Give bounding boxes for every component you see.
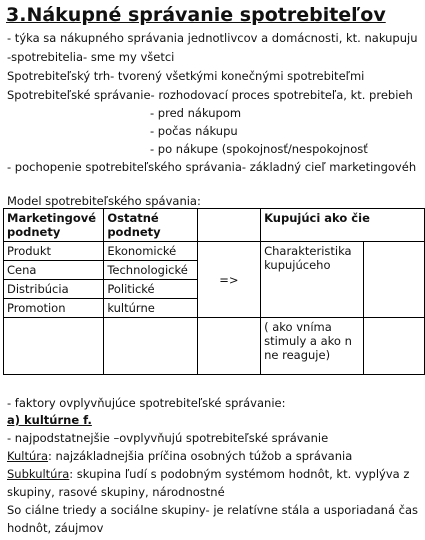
cell-empty-1 (4, 318, 104, 375)
cell-promotion: Promotion (4, 299, 104, 318)
cell-cultural: kultúrne (104, 299, 197, 318)
cell-arrow (197, 242, 260, 318)
model-row-1 (4, 242, 425, 261)
intro-line-4: Spotrebiteľské správanie- rozhodovací proces spotrebiteľa, kt. prebieh (7, 88, 413, 102)
cell-distribution: Distribúcia (4, 280, 104, 299)
culture-term: Kultúra (7, 449, 49, 463)
intro-line-2: -spotrebitelia- sme my všetci (7, 50, 175, 64)
header-marketing-line2: podnety (7, 225, 61, 239)
perception-line1: ( ako vníma (264, 320, 332, 334)
model-header-row (4, 209, 425, 242)
header-empty-cell (197, 209, 260, 242)
header-other-line2: podnety (107, 225, 161, 239)
cell-economic: Ekonomické (104, 242, 197, 261)
arrow-text: => (219, 272, 239, 287)
cell-political: Politické (104, 280, 197, 299)
cell-empty-5 (363, 318, 424, 375)
cell-price: Cena (4, 261, 104, 280)
perception-line3: ne reaguje) (264, 348, 331, 362)
cell-empty-3 (197, 318, 260, 375)
goal-line: - pochopenie spotrebiteľského správania- základný cieľ marketingovéh (7, 160, 417, 174)
header-other-stimuli (104, 209, 197, 242)
cell-technological: Technologické (104, 261, 197, 280)
phase-after: - po nákupe (spokojnosť/nespokojnosť (150, 142, 368, 156)
intro-line-1: - týka sa nákupného správania jednotlivcov a domácnosti, kt. nakupuju (7, 31, 418, 45)
header-marketing-line1: Marketingové (7, 211, 97, 225)
subculture-line (7, 467, 409, 481)
buyer-char-line1: Charakteristika (264, 244, 352, 258)
perception-line2: stimuly a ako n (264, 334, 352, 348)
intro-line-3: Spotrebiteľský trh- tvorený všetkými konečnými spotrebiteľmi (7, 69, 365, 83)
cell-buyer-characteristics (261, 242, 364, 318)
phase-during: - počas nákupu (150, 124, 238, 138)
social-line-2: hodnôt, záujmov (7, 521, 104, 535)
header-marketing-stimuli (4, 209, 104, 242)
subculture-continuation: skupiny, rasové skupiny, národnostné (7, 485, 225, 499)
subculture-term: Subkultúra (7, 467, 70, 481)
model-title: Model spotrebiteľského spávania: (7, 194, 201, 208)
model-table (3, 208, 425, 375)
header-buyer: Kupujúci ako čie (261, 209, 425, 242)
phase-before: - pred nákupom (150, 106, 242, 120)
culture-text: : najzákladnejšia príčina osobných túžob a správania (48, 449, 353, 463)
factors-line-1: - najpodstatnejšie –ovplyvňujú spotrebiteľské správanie (7, 431, 329, 445)
cell-product: Produkt (4, 242, 104, 261)
page-title: 3.Nákupné správanie spotrebiteľov (6, 4, 386, 26)
factors-intro: - faktory ovplyvňujúce spotrebiteľské správanie: (7, 396, 286, 410)
cell-perception (261, 318, 364, 375)
cell-buyer-empty (363, 242, 424, 318)
model-row-5 (4, 318, 425, 375)
factors-heading: a) kultúrne f. (7, 413, 92, 427)
buyer-char-line2: kupujúceho (264, 258, 331, 272)
subculture-text: : skupina ľudí s podobným systémom hodnôt, kt. vyplýva z (69, 467, 410, 481)
social-line-1: So ciálne triedy a sociálne skupiny- je relatívne stála a usporiadaná čas (7, 503, 419, 517)
header-other-line1: Ostatné (107, 211, 159, 225)
culture-line (7, 449, 352, 463)
cell-empty-2 (104, 318, 197, 375)
